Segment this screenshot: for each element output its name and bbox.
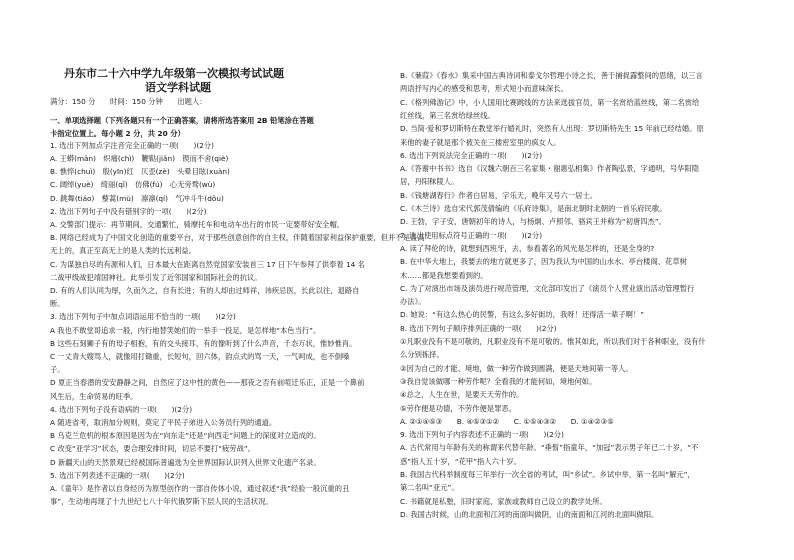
text-line: 么分别拣择。: [400, 350, 444, 360]
section-heading: 卡指定位置上。每小题 2 分，共 20 分）: [50, 129, 185, 139]
text-line: B. 在中华大地上，我要去的地方就更多了，因为我认为中国的山水水、亭台楼阁、花草树: [400, 257, 687, 267]
text-line: 无上的，真正至高无上的是人类的长远利益。: [50, 246, 196, 256]
text-line: A.《童年》是作者以自身经历为原型创作的一部自传体小说，通过叙述“我”经验一般沉重的丑: [50, 483, 350, 493]
text-line: 居，丹阳秣陵人。: [400, 177, 459, 187]
text-line: 6. 选出下列说法完全正确的一项( )(2分): [400, 150, 543, 160]
text-line: B.《蒹葭》《春水》集采中国古典诗词和泰戈尔哲理小诗之长，善于捕捉露整间的思绪，以三言: [400, 71, 703, 80]
text-line: 二战甲级战犯靖国神社。此举引发了近邻国家和国际社会的抗议。: [50, 272, 262, 282]
text-line: C. 为谋独自尽的有源和人们，日本最大在距离自然党国家安装首三 17 日下午参拜了供奉着 14 名: [50, 259, 365, 269]
text-line: 2. 选出下列句子中没有错别字的一项( )(2分): [50, 206, 207, 216]
exam-info: 满分：150 分 时间：150 分钟 出题人：: [50, 97, 207, 106]
text-line: B. 网络已经成为了中国文化创造的重要平台，对于那些创意创作的自主权，伴随着国家利益保护重要，但并不是盖高: [50, 233, 425, 243]
text-line: D. 跳舞(tiáo) 藜蒿(mù) 凛凛(qí) 气冲斗牛(dǒu): [50, 193, 224, 203]
text-line: 两语抒写内心的感受和思考，形式短小而意味深长。: [400, 84, 568, 94]
text-line: 7. 选出使用标点符号正确的一项( )(2分): [400, 230, 543, 240]
text-line: 风生后，生命贸易的旺季。: [50, 391, 138, 401]
text-line: 1. 选出下列加点字注音完全正确的一项( )(2分): [50, 140, 214, 150]
text-line: A. 交警部门提示：再节期间，交通繁忙，骑摩托车和电动车出行的市民一定要带好安全帽。: [50, 219, 345, 229]
section-heading: 一、单项选择题（下列各题只有一个正确答案，请将所选答案用 2B 铅笔涂在答题: [50, 116, 314, 125]
text-line: ③我自觉该做哪一种劳作呢？全看我的才能何如，境地何如。: [400, 376, 597, 386]
text-line: D. 当简·爱和罗切斯特在教堂举行婚礼时，突然有人出现：罗切斯特先生 15 年前已经结婚。原: [400, 124, 704, 134]
text-line: C. 书籍就是私塾，旧时家庭、家族或教师自己设立的教学处所。: [400, 496, 607, 506]
text-line: A 我也不敢堂哥追求一般，内行地替笑她们的一举手一投足，是怎样地“本色当行”。: [50, 325, 321, 335]
text-line: B 这些石刻狮子有的母子相抱，有的交头接耳，有的像听到了什么声音，千态万状，惟妙惟肖。: [50, 338, 357, 348]
text-line: 9. 选出下列句子内容表述不正确的一项( )(2分): [400, 430, 564, 440]
subject-title: 语文学科试题: [145, 81, 211, 94]
text-line: 4. 选出下列句子没有语病的一项( )(2分): [50, 404, 193, 414]
text-line: ④总之，人生在世，是要天天劳作的。: [400, 390, 524, 400]
text-line: ②因为自己的才能、境地，做一种劳作做到圆满，便是天地间第一等人。: [400, 363, 633, 373]
text-line: 第二名叫“亚元”。: [400, 483, 459, 493]
text-line: 3. 选出下列句子中加点词语运用不恰当的一项( )(2分): [50, 312, 236, 322]
text-line: 5. 选出下列表述不正确的一项( )(2分): [50, 470, 185, 480]
text-line: 来他的妻子就是那个被关在三楼密室里的疯女人。: [400, 137, 561, 147]
text-line: D. 有的人们认同为厚，久而久之，自有长进；有的人却由过师祥，讳疾忌医，长此以往，退路自: [50, 285, 360, 295]
text-line: A. ②①④⑤③ B. ④⑤③①② C. ①⑤④③② D. ①④②③⑤: [400, 416, 614, 426]
text-line: D. 她说：“有这么热心的民警，有这么多好街坊，我呀！还得活一辈子啊！”: [400, 310, 645, 320]
text-line: 木……都是我想要看到的。: [400, 270, 488, 280]
text-line: 断。: [50, 299, 65, 309]
text-line: 红丝线，第三名赏给绿丝线。: [400, 110, 495, 120]
text-line: D. 我国古时候，山的北面和江河的南面叫做阴，山的南面和江河的北面叫做阳。: [400, 509, 659, 519]
text-line: C. 为了对演出市场及演员进行规范管理，文化部印发出了《演员个人营业演出活动管理暂行: [400, 283, 695, 293]
text-line: 办法》。: [400, 297, 426, 307]
text-line: A. 古代常用与年龄有关的称谓来代替年龄。“垂髫”指童年，“加冠”表示男子年已二十岁，“不: [400, 443, 699, 453]
text-line: A.《答谢中书书》选自《汉魏六朝百三名家集・谢惠弘相集》作者陶弘景，字通明，号华阳隐: [400, 164, 700, 174]
text-line: B. 憔悴(chuì) 殷(yīn)红 仄歪(zè) 头晕目眩(xuàn): [50, 167, 230, 177]
text-line: C.《格列佛游记》中，小人国用比赛跳线的方法来选拔官员，第一名赏给蓝丝线，第二名赏给: [400, 97, 700, 107]
text-line: D 夏正当春潜的安安静静之间，自然应了这中性的黄色——那夜之否有前喧迁乐正，正是一个鼻前: [50, 378, 365, 388]
text-line: C 一丈青大嫂骂人，就像用打锄重，长短句，回六体，韵点式的骂一天，一气呵成，也不倒嗓: [50, 351, 350, 361]
text-line: ⑤劳作便是功德，不劳作便是罪恶。: [400, 403, 516, 413]
text-line: D 新疆天山的天然景观已经被国际普遍选为全世界国际认识列入世界文化遗产名录。: [50, 457, 321, 467]
exam-title: 丹东市二十六中学九年级第一次模拟考试试题: [64, 67, 284, 80]
text-line: 8. 选出下列句子顺序排列正确的一项( )(2分): [400, 323, 557, 333]
text-line: B. 我国古代科举制度每三年举行一次全省的考试，叫“乡试”。乡试中举，第一名叫“解元”，: [400, 470, 695, 479]
text-line: B 乌克兰危机的根本原因是因为在“向东走”还是“向西走”问题上的深度对立造成的。: [50, 431, 321, 441]
text-line: A. 读了拜伦的诗，就想到西班牙，去，参看著名的风光是怎样的，还是全身的?: [400, 243, 655, 253]
text-line: D. 王勃，字子安，唐朝初年的诗人，与杨炯、卢照邻、骆宾王并称为“初唐四杰”。: [400, 217, 666, 227]
text-line: ①凡职业没有不是可敬的，凡职业没有不是可敬的。惟其如此，所以我们对于各种职业，没有什: [400, 337, 706, 346]
text-line: 惑”指人五十岁，“花甲”指人六十岁。: [400, 456, 521, 466]
text-line: A 随进省考，取消加分规则，莫定了平民子弟进入公务员行列的通道。: [50, 417, 277, 427]
text-line: C.《木兰诗》选自宋代郭茂倩编的《乐府诗集》，是南北朝时北朝的一首乐府民歌。: [400, 204, 667, 213]
text-line: 事”，生动地再现了十九世纪七八十年代俄罗斯下层人民的生活状况。: [50, 497, 273, 507]
text-line: C 改变“亚学习”状态，要合理安排时间，切忌不要打“疲劳战”。: [50, 444, 255, 454]
text-line: B.《钱塘湖春行》作者白居易，字乐天，晚年又号六一居士。: [400, 190, 598, 200]
text-line: C. 阔绰(yuè) 绮丽(qǐ) 仿佛(fú) 心无旁骛(wù): [50, 180, 216, 190]
text-line: A. 王蟒(mǎn) 炽痛(chì) 鞭鞑(jiǎn) 锲而不舍(qiè): [50, 153, 229, 163]
text-line: 子。: [50, 365, 65, 375]
